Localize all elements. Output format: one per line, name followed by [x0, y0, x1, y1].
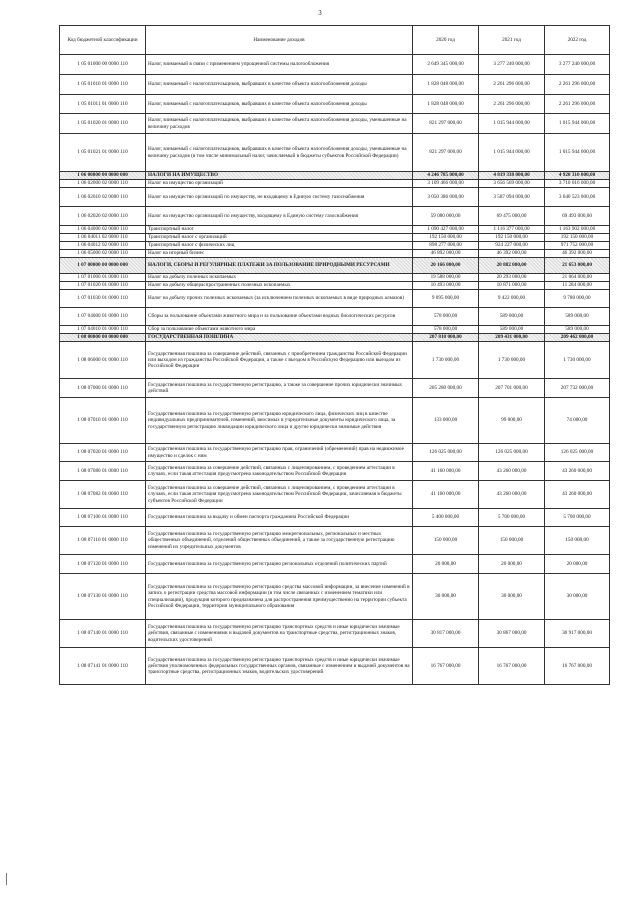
- table-row: [60, 274, 610, 282]
- row-value-2021: 99 000,00: [479, 398, 545, 444]
- row-value-2022: 43 260 000,00: [545, 481, 610, 509]
- section-row: [60, 172, 610, 180]
- row-value-2020: 41 160 000,00: [413, 481, 479, 509]
- row-value-2021: 20 882 000,00: [479, 258, 545, 274]
- page-number: 3: [318, 9, 322, 17]
- row-name: Государственная пошлина за совершение действий, связанных с лицензированием, с проведением аттестации в случаях, если такая аттестация предусмотрена законодательством Российской Федерации, зачисляемая в бюджеты субъектов Российской Федерации: [146, 481, 413, 509]
- row-name: Налог, взимаемый с налогоплательщиков, выбравших в качестве объекта налогообложения доходы: [146, 75, 413, 95]
- row-value-2021: 30 867 000,00: [479, 620, 545, 648]
- row-value-2021: 209 431 000,00: [479, 334, 545, 342]
- row-value-2021: 1 116 377 000,00: [479, 226, 545, 234]
- header-2021: 2021 год: [479, 26, 545, 55]
- row-name: Сборы за пользование объектами животного мира и за пользование объектами водных биологических ресурсов: [146, 308, 413, 326]
- header-2022: 2022 год: [545, 26, 610, 55]
- table-row: [60, 648, 610, 685]
- header-2020: 2020 год: [413, 26, 479, 55]
- row-value-2021: 30 000,00: [479, 574, 545, 620]
- row-value-2020: 821 297 000,00: [413, 114, 479, 134]
- row-code: 1 06 04011 02 0000 110: [60, 234, 146, 242]
- row-value-2022: 209 462 000,00: [545, 334, 610, 342]
- row-value-2021: 16 767 000,00: [479, 648, 545, 685]
- row-value-2020: 10 493 000,00: [413, 282, 479, 290]
- row-value-2020: 4 246 785 000,00: [413, 172, 479, 180]
- margin-mark: [6, 873, 7, 885]
- row-code: 1 06 05000 02 0000 110: [60, 250, 146, 258]
- row-value-2022: 69 493 000,00: [545, 207, 610, 226]
- row-name: Государственная пошлина за государственную регистрацию межрегиональных, региональных и местных общественных объединений, отделений общественных объединений, а также за государственную регистрацию изменений их учредительных документов: [146, 527, 413, 555]
- row-name: Налог на добычу общераспространенных полезных ископаемых: [146, 282, 413, 290]
- row-value-2020: 133 000,00: [413, 398, 479, 444]
- row-value-2020: 16 767 000,00: [413, 648, 479, 685]
- row-value-2020: 1 730 000,00: [413, 342, 479, 379]
- row-name: Государственная пошлина за совершение действий, связанных с приобретением гражданства Российской Федерации или выходом из гражданства Российской Федерации, а также с въездом в Российскую Федерацию или выездом из Российской Федерации: [146, 342, 413, 379]
- row-code: 1 07 01020 01 0000 110: [60, 282, 146, 290]
- row-code: 1 08 06000 01 0000 110: [60, 342, 146, 379]
- row-value-2022: 3 277 240 000,00: [545, 55, 610, 75]
- row-value-2022: 11 284 000,00: [545, 282, 610, 290]
- row-value-2020: 20 000,00: [413, 555, 479, 574]
- budget-revenue-table: [59, 25, 610, 685]
- row-value-2022: 3 710 016 000,00: [545, 180, 610, 188]
- row-name: Транспортный налог с организаций: [146, 234, 413, 242]
- row-value-2021: 3 656 569 000,00: [479, 180, 545, 188]
- row-value-2022: 16 767 000,00: [545, 648, 610, 685]
- row-value-2022: 21 653 000,00: [545, 258, 610, 274]
- table-row: [60, 527, 610, 555]
- row-code: 1 06 02010 02 0000 110: [60, 188, 146, 207]
- row-value-2020: 3 109 466 000,00: [413, 180, 479, 188]
- table-body: [60, 55, 610, 685]
- section-row: [60, 334, 610, 342]
- row-value-2021: 69 475 000,00: [479, 207, 545, 226]
- table-row: [60, 326, 610, 334]
- row-value-2021: 4 819 338 000,00: [479, 172, 545, 180]
- table-row: [60, 180, 610, 188]
- row-value-2020: 9 095 000,00: [413, 290, 479, 308]
- row-code: 1 08 07000 01 0000 110: [60, 379, 146, 398]
- row-value-2020: 1 090 427 000,00: [413, 226, 479, 234]
- row-value-2021: 43 260 000,00: [479, 481, 545, 509]
- row-value-2020: 1 828 048 000,00: [413, 95, 479, 114]
- row-code: 1 05 01011 01 0000 110: [60, 95, 146, 114]
- row-value-2022: 971 752 000,00: [545, 242, 610, 250]
- row-value-2020: 578 000,00: [413, 326, 479, 334]
- row-value-2020: 821 297 000,00: [413, 134, 479, 172]
- table-row: [60, 509, 610, 527]
- row-value-2020: 578 000,00: [413, 308, 479, 326]
- row-value-2020: 150 000,00: [413, 527, 479, 555]
- table-row: [60, 620, 610, 648]
- row-value-2020: 205 280 000,00: [413, 379, 479, 398]
- table-row: [60, 481, 610, 509]
- table-row: [60, 75, 610, 95]
- row-value-2022: 9 780 000,00: [545, 290, 610, 308]
- row-value-2022: 21 064 000,00: [545, 274, 610, 282]
- row-value-2020: 30 817 000,00: [413, 620, 479, 648]
- row-name: Государственная пошлина за государственную регистрацию транспортных средств и иные юридически значимые действия уполномоченных федеральных государственных органов, связанные с изменением и выдачей документов на транспортные средства, регистрационных знаков, водительских удостоверений: [146, 648, 413, 685]
- row-value-2020: 41 160 000,00: [413, 462, 479, 481]
- table-row: [60, 134, 610, 172]
- row-value-2021: 3 587 094 000,00: [479, 188, 545, 207]
- row-code: 1 08 07110 01 0000 110: [60, 527, 146, 555]
- row-name: НАЛОГИ, СБОРЫ И РЕГУЛЯРНЫЕ ПЛАТЕЖИ ЗА ПОЛЬЗОВАНИЕ ПРИРОДНЫМИ РЕСУРСАМИ: [146, 258, 413, 274]
- row-value-2020: 1 828 048 000,00: [413, 75, 479, 95]
- table-row: [60, 250, 610, 258]
- header-name: Наименование доходов: [146, 26, 413, 55]
- row-value-2022: 1 015 944 000,00: [545, 134, 610, 172]
- table-row: [60, 555, 610, 574]
- row-value-2021: 924 227 000,00: [479, 242, 545, 250]
- row-value-2022: 30 917 000,00: [545, 620, 610, 648]
- row-name: Налог на добычу прочих полезных ископаемых (за исключением полезных ископаемых в виде природных алмазов): [146, 290, 413, 308]
- table-row: [60, 282, 610, 290]
- row-name: Государственная пошлина за государственную регистрацию прав, ограничений (обременений) прав на недвижимое имущество и сделок с ним: [146, 444, 413, 462]
- table-row: [60, 114, 610, 134]
- table-row: [60, 462, 610, 481]
- row-code: 1 08 07141 01 0000 110: [60, 648, 146, 685]
- row-name: Государственная пошлина за совершение действий, связанных с лицензированием, с проведением аттестации в случаях, если такая аттестация предусмотрена законодательством Российской Федерации: [146, 462, 413, 481]
- row-code: 1 08 07082 01 0000 110: [60, 481, 146, 509]
- row-value-2020: 898 277 000,00: [413, 242, 479, 250]
- row-value-2020: 192 150 000,00: [413, 234, 479, 242]
- row-value-2020: 59 080 000,00: [413, 207, 479, 226]
- row-value-2022: 46 392 000,00: [545, 250, 610, 258]
- row-code: 1 07 04000 01 0000 110: [60, 308, 146, 326]
- row-value-2022: 1 730 000,00: [545, 342, 610, 379]
- section-row: [60, 258, 610, 274]
- row-name: Транспортный налог: [146, 226, 413, 234]
- table-row: [60, 207, 610, 226]
- row-value-2021: 20 293 000,00: [479, 274, 545, 282]
- row-name: ГОСУДАРСТВЕННАЯ ПОШЛИНА: [146, 334, 413, 342]
- row-value-2022: 20 000,00: [545, 555, 610, 574]
- table-row: [60, 379, 610, 398]
- row-name: НАЛОГИ НА ИМУЩЕСТВО: [146, 172, 413, 180]
- row-name: Налог, взимаемый с налогоплательщиков, выбравших в качестве объекта налогообложения доходы, уменьшенные на величину расходов (в том числе минимальный налог, зачисляемый в бюджеты субъектов Российской Федерации): [146, 134, 413, 172]
- row-code: 1 05 01021 01 0000 110: [60, 134, 146, 172]
- row-name: Государственная пошлина за государственную регистрацию юридического лица, физических лиц в качестве индивидуальных предпринимателей, изменений, вносимых в учредительные документы юридического лица, за государственную регистрацию ликвидации юридического лица и другие юридически значимые действия: [146, 398, 413, 444]
- row-value-2022: 3 640 523 000,00: [545, 188, 610, 207]
- row-value-2022: 207 732 000,00: [545, 379, 610, 398]
- table-row: [60, 342, 610, 379]
- table-row: [60, 308, 610, 326]
- row-code: 1 06 02020 02 0000 110: [60, 207, 146, 226]
- row-value-2021: 10 871 000,00: [479, 282, 545, 290]
- row-value-2020: 3 050 386 000,00: [413, 188, 479, 207]
- row-value-2021: 9 422 000,00: [479, 290, 545, 308]
- table-row: [60, 226, 610, 234]
- row-name: Налог на имущество организаций по имуществу, входящему в Единую систему газоснабжения: [146, 207, 413, 226]
- table-row: [60, 188, 610, 207]
- row-name: Налог на имущество организаций по имуществу, не входящему в Единую систему газоснабжения: [146, 188, 413, 207]
- row-name: Государственная пошлина за государственную регистрацию средства массовой информации, за внесение изменений в запись о регистрации средства массовой информации (в том числе связанных с изменением тематики или специализации), продукция которого предназначена для распространения преимущественно на территории субъекта Российской Федерации, территории муниципального образования: [146, 574, 413, 620]
- row-value-2022: 192 150 000,00: [545, 234, 610, 242]
- row-code: 1 08 00000 00 0000 000: [60, 334, 146, 342]
- row-value-2020: 5 400 000,00: [413, 509, 479, 527]
- row-name: Налог, взимаемый с налогоплательщиков, выбравших в качестве объекта налогообложения доходы: [146, 95, 413, 114]
- row-code: 1 06 00000 00 0000 000: [60, 172, 146, 180]
- row-value-2021: 589 000,00: [479, 308, 545, 326]
- row-code: 1 07 01030 01 0000 110: [60, 290, 146, 308]
- row-value-2022: 74 000,00: [545, 398, 610, 444]
- table-row: [60, 574, 610, 620]
- table-row: [60, 55, 610, 75]
- row-code: 1 08 07130 01 0000 110: [60, 574, 146, 620]
- table-row: [60, 290, 610, 308]
- row-code: 1 08 07140 01 0000 110: [60, 620, 146, 648]
- row-code: 1 06 02000 02 0000 110: [60, 180, 146, 188]
- row-code: 1 07 00000 00 0000 000: [60, 258, 146, 274]
- row-name: Налог, взимаемый с налогоплательщиков, выбравших в качестве объекта налогообложения доходы, уменьшенные на величину расходов: [146, 114, 413, 134]
- row-name: Государственная пошлина за выдачу и обмен паспорта гражданина Российской Федерации: [146, 509, 413, 527]
- row-value-2022: 2 261 296 000,00: [545, 75, 610, 95]
- row-code: 1 05 01020 01 0000 110: [60, 114, 146, 134]
- row-name: Налог, взимаемый в связи с применением упрощенной системы налогообложения: [146, 55, 413, 75]
- row-code: 1 08 07020 01 0000 110: [60, 444, 146, 462]
- row-value-2022: 589 000,00: [545, 308, 610, 326]
- row-value-2021: 1 730 000,00: [479, 342, 545, 379]
- row-value-2020: 2 649 345 000,00: [413, 55, 479, 75]
- row-code: 1 08 07010 01 0000 110: [60, 398, 146, 444]
- row-code: 1 05 01000 00 0000 110: [60, 55, 146, 75]
- row-value-2022: 5 700 000,00: [545, 509, 610, 527]
- row-value-2021: 20 000,00: [479, 555, 545, 574]
- row-value-2021: 1 015 944 000,00: [479, 134, 545, 172]
- row-value-2022: 43 260 000,00: [545, 462, 610, 481]
- row-value-2022: 150 000,00: [545, 527, 610, 555]
- row-value-2022: 1 163 902 000,00: [545, 226, 610, 234]
- row-value-2020: 30 000,00: [413, 574, 479, 620]
- row-value-2022: 1 015 944 000,00: [545, 114, 610, 134]
- row-code: 1 08 07120 01 0000 110: [60, 555, 146, 574]
- row-value-2021: 589 000,00: [479, 326, 545, 334]
- row-name: Транспортный налог с физических лиц: [146, 242, 413, 250]
- row-code: 1 05 01010 01 0000 110: [60, 75, 146, 95]
- table-row: [60, 242, 610, 250]
- row-value-2021: 5 700 000,00: [479, 509, 545, 527]
- row-value-2021: 2 261 296 000,00: [479, 95, 545, 114]
- row-name: Налог на добычу полезных ископаемых: [146, 274, 413, 282]
- row-value-2022: 4 920 310 000,00: [545, 172, 610, 180]
- row-value-2020: 207 810 000,00: [413, 334, 479, 342]
- row-value-2021: 3 277 240 000,00: [479, 55, 545, 75]
- row-value-2020: 20 166 000,00: [413, 258, 479, 274]
- row-value-2021: 46 392 000,00: [479, 250, 545, 258]
- row-value-2021: 207 701 000,00: [479, 379, 545, 398]
- row-name: Сбор за пользование объектами животного мира: [146, 326, 413, 334]
- table-row: [60, 444, 610, 462]
- row-value-2021: 2 261 296 000,00: [479, 75, 545, 95]
- row-name: Налог на имущество организаций: [146, 180, 413, 188]
- row-value-2022: 2 261 296 000,00: [545, 95, 610, 114]
- row-value-2021: 126 025 000,00: [479, 444, 545, 462]
- table-row: [60, 95, 610, 114]
- row-value-2022: 589 000,00: [545, 326, 610, 334]
- row-value-2021: 43 260 000,00: [479, 462, 545, 481]
- table-row: [60, 398, 610, 444]
- row-name: Государственная пошлина за государственную регистрацию, а также за совершение прочих юридически значимых действий: [146, 379, 413, 398]
- row-name: Государственная пошлина за государственную регистрацию региональных отделений политических партий: [146, 555, 413, 574]
- row-value-2020: 19 588 000,00: [413, 274, 479, 282]
- row-value-2021: 1 015 944 000,00: [479, 114, 545, 134]
- row-name: Налог на игорный бизнес: [146, 250, 413, 258]
- row-value-2020: 126 025 000,00: [413, 444, 479, 462]
- row-code: 1 06 04000 02 0000 110: [60, 226, 146, 234]
- row-value-2021: 150 000,00: [479, 527, 545, 555]
- row-code: 1 07 04010 01 0000 110: [60, 326, 146, 334]
- row-value-2021: 192 150 000,00: [479, 234, 545, 242]
- row-value-2022: 126 025 000,00: [545, 444, 610, 462]
- row-code: 1 08 07100 01 0000 110: [60, 509, 146, 527]
- row-code: 1 08 07080 01 0000 110: [60, 462, 146, 481]
- row-code: 1 07 01000 01 0000 110: [60, 274, 146, 282]
- row-value-2022: 30 000,00: [545, 574, 610, 620]
- row-value-2020: 46 892 000,00: [413, 250, 479, 258]
- table-row: [60, 234, 610, 242]
- row-code: 1 06 04012 02 0000 110: [60, 242, 146, 250]
- header-code: Код бюджетной классификации: [60, 26, 146, 55]
- row-name: Государственная пошлина за государственную регистрацию транспортных средств и иные юридически значимые действия, связанные с изменениями и выдачей документов на транспортные средства, регистрационных знаков, водительских удостоверений: [146, 620, 413, 648]
